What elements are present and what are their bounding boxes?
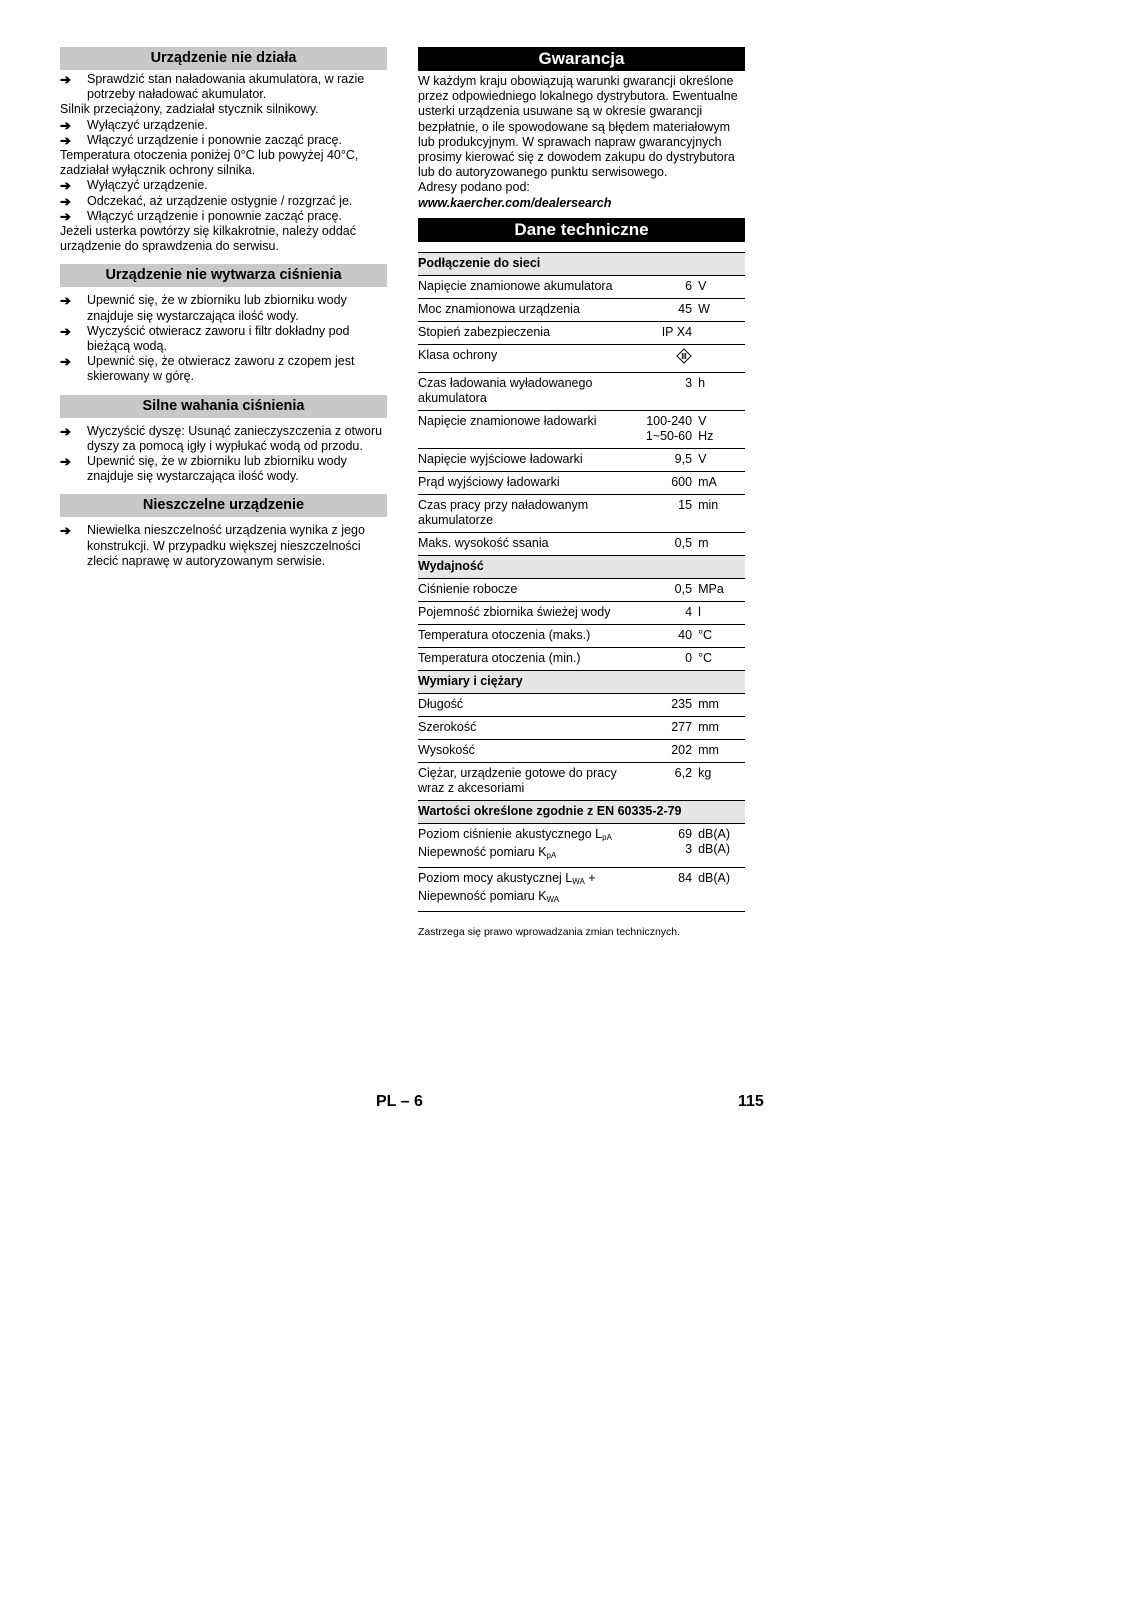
spec-unit [698, 578, 745, 601]
spec-unit-text: Hz [698, 428, 714, 443]
spec-value-text: 3 [685, 841, 693, 856]
spec-label-text: Temperatura otoczenia (maks.) [418, 627, 591, 642]
warranty-text: W każdym kraju obowiązują warunki gwarancji określone przez odpowiedniego lokalnego dystrybutora. Ewentualne usterki urządzenia usuwane są w okresie gwarancji bezpłatnie, o ile spowodowane są błędem materiałowym lub produkcyjnym. W sprawach napraw gwarancyjnych prosimy kierować się z dowodem zakupu do dystrybutora lub do autoryzowanego punktu serwisowego. [418, 74, 738, 180]
spec-value [630, 823, 698, 867]
page-number: 115 [738, 1093, 764, 1110]
spec-label-line [418, 628, 629, 643]
spec-label-line [418, 651, 629, 666]
instruction-text: Upewnić się, że w zbiorniku lub zbiorniku wody znajduje się wystarczająca ilość wody. [87, 293, 347, 323]
spec-value-text: 100-240 [646, 413, 693, 428]
spec-label-text: Moc znamionowa urządzenia [418, 301, 580, 316]
spec-value-text: 6,2 [674, 765, 693, 780]
arrow-right-icon: ➔ [60, 193, 71, 209]
spec-unit-text: min [698, 497, 719, 512]
spec-label [418, 275, 630, 298]
spec-value-text: 0,5 [674, 535, 693, 550]
spec-unit-text: dB(A) [698, 826, 731, 841]
spec-unit-text: V [698, 451, 707, 466]
spec-row [418, 372, 745, 410]
cause-text: Jeżeli usterka powtórzy się kilkakrotnie, należy oddać urządzenie do sprawdzenia do serwisu. [60, 224, 356, 254]
spec-value-text: 84 [678, 870, 693, 885]
spec-value-text: 202 [671, 742, 693, 757]
cause-text: Temperatura otoczenia poniżej 0°C lub powyżej 40°C, zadziałał wyłącznik ochrony silnika. [60, 148, 359, 178]
spec-value [630, 298, 698, 321]
spec-unit [698, 716, 745, 739]
warranty-tech-column [418, 47, 745, 938]
spec-row [418, 494, 745, 532]
spec-value-text: 6 [685, 278, 693, 293]
spec-label-line [418, 279, 629, 294]
spec-unit [698, 762, 745, 800]
spec-value-text: 600 [671, 474, 693, 489]
spec-value [630, 601, 698, 624]
spec-row [418, 471, 745, 494]
section-body [60, 287, 387, 394]
arrow-right-icon: ➔ [60, 523, 71, 539]
spec-row [418, 410, 745, 448]
spec-label [418, 739, 630, 762]
spec-label-subscript: pA [546, 850, 557, 860]
spec-label [418, 372, 630, 410]
spec-label [418, 471, 630, 494]
spec-value [630, 762, 698, 800]
spec-value [630, 344, 698, 372]
spec-unit-text: dB(A) [698, 870, 731, 885]
spec-unit [698, 693, 745, 716]
spec-value-text: 0,5 [674, 581, 693, 596]
spec-label-text: Czas pracy przy naładowanym akumulatorze [418, 497, 589, 527]
spec-row [418, 532, 745, 555]
spec-label [418, 344, 630, 372]
spec-unit [698, 867, 745, 911]
spec-label [418, 823, 630, 867]
spec-value [630, 410, 698, 448]
spec-label-line [418, 720, 629, 735]
spec-unit [698, 647, 745, 670]
spec-value [630, 716, 698, 739]
spec-label-text: Poziom ciśnienie akustycznego L [418, 826, 603, 841]
spec-label [418, 321, 630, 344]
instruction-text: Wyczyścić otwieracz zaworu i filtr dokładny pod bieżącą wodą. [87, 323, 350, 354]
spec-label-text: Ciężar, urządzenie gotowe do pracy wraz z akcesoriami [418, 765, 617, 795]
arrow-right-icon: ➔ [60, 117, 71, 133]
spec-value [630, 532, 698, 555]
spec-unit-text: mm [698, 719, 719, 734]
spec-label-text: Niepewność pomiaru K [418, 844, 547, 859]
instruction-text: Włączyć urządzenie i ponownie zacząć pracę. [87, 132, 342, 147]
spec-value [630, 321, 698, 344]
spec-unit [698, 624, 745, 647]
spec-value-text: 9,5 [674, 451, 693, 466]
instruction-step [60, 118, 387, 133]
spec-unit [698, 739, 745, 762]
arrow-right-icon: ➔ [60, 72, 71, 87]
arrow-right-icon: ➔ [60, 208, 71, 224]
spec-group-name: Wartości określone zgodnie z EN 60335-2-79 [418, 800, 745, 823]
spec-label-text: Ciśnienie robocze [418, 581, 518, 596]
page-language-number: PL – 6 [376, 1093, 423, 1110]
spec-unit [698, 448, 745, 471]
spec-label-text: Długość [418, 696, 464, 711]
spec-label-text: Prąd wyjściowy ładowarki [418, 474, 560, 489]
spec-row [418, 762, 745, 800]
spec-value [630, 494, 698, 532]
cause-text: Silnik przeciążony, zadziałał stycznik silnikowy. [60, 102, 319, 117]
instruction-step [60, 133, 387, 148]
spec-group-name: Podłączenie do sieci [418, 252, 745, 275]
arrow-right-icon: ➔ [60, 454, 71, 470]
spec-row [418, 321, 745, 344]
spec-unit [698, 410, 745, 448]
spec-label-text: Napięcie wyjściowe ładowarki [418, 451, 583, 466]
spec-unit-text: mm [698, 742, 719, 757]
spec-label [418, 578, 630, 601]
spec-label-line [418, 845, 629, 863]
spec-value-text: 4 [685, 604, 693, 619]
spec-value-text: 235 [671, 696, 693, 711]
spec-value-text: 0 [685, 650, 693, 665]
spec-group-row [418, 800, 745, 823]
spec-group-row [418, 670, 745, 693]
section-heading: Urządzenie nie wytwarza ciśnienia [60, 264, 387, 287]
spec-label-subscript: WA [546, 894, 560, 904]
spec-label-line [418, 697, 629, 712]
spec-label-text: Maks. wysokość ssania [418, 535, 549, 550]
spec-value-text: 1~50-60 [645, 428, 693, 443]
spec-label [418, 601, 630, 624]
spec-row [418, 693, 745, 716]
spec-value [630, 624, 698, 647]
instruction-text: Wyłączyć urządzenie. [87, 178, 208, 193]
spec-row [418, 624, 745, 647]
spec-unit-text: l [698, 604, 701, 619]
spec-unit-text: m [698, 535, 709, 550]
tech-data-heading: Dane techniczne [418, 218, 745, 242]
warranty-body [418, 71, 745, 218]
spec-value-text: 40 [678, 627, 693, 642]
section-body [60, 70, 387, 264]
spec-label [418, 762, 630, 800]
spec-label-line [418, 827, 629, 845]
spec-value [630, 448, 698, 471]
spec-unit-text: V [698, 278, 707, 293]
spec-label-subscript: pA [602, 832, 612, 842]
warranty-address-label: Adresy podano pod: [418, 180, 530, 195]
spec-label-text: Wysokość [418, 742, 475, 757]
instruction-step [60, 324, 387, 354]
warranty-heading: Gwarancja [418, 47, 745, 71]
spec-unit-text: V [698, 413, 707, 428]
spec-row [418, 716, 745, 739]
instruction-step [60, 424, 387, 454]
spec-unit [698, 275, 745, 298]
protection-class-iii-icon [676, 348, 692, 364]
spec-label-text: Stopień zabezpieczenia [418, 324, 551, 339]
instruction-text: Włączyć urządzenie i ponownie zacząć pracę. [87, 208, 342, 223]
spec-unit [698, 532, 745, 555]
spec-value-text: 45 [678, 301, 693, 316]
spec-label [418, 532, 630, 555]
spec-label [418, 693, 630, 716]
spec-unit-text: kg [698, 765, 712, 780]
spec-value [630, 647, 698, 670]
instruction-text: Sprawdzić stan naładowania akumulatora, w razie potrzeby naładować akumulator. [87, 72, 365, 102]
section-heading: Silne wahania ciśnienia [60, 395, 387, 418]
arrow-right-icon: ➔ [60, 132, 71, 148]
arrow-right-icon: ➔ [60, 178, 71, 194]
spec-value [630, 471, 698, 494]
spec-label-line [418, 452, 629, 467]
spec-label-line [418, 325, 629, 340]
instruction-step [60, 72, 387, 102]
arrow-right-icon: ➔ [60, 323, 71, 339]
spec-value [630, 867, 698, 911]
spec-label [418, 867, 630, 911]
spec-label-text: Szerokość [418, 719, 477, 734]
spec-unit-text: mA [698, 474, 717, 489]
technical-changes-note: Zastrzega się prawo wprowadzania zmian technicznych. [418, 925, 681, 938]
spec-label-line [418, 302, 629, 317]
spec-label-text: Czas ładowania wyładowanego akumulatora [418, 375, 593, 405]
spec-label [418, 448, 630, 471]
spec-row [418, 448, 745, 471]
troubleshooting-column [60, 47, 387, 579]
spec-unit-text: dB(A) [698, 841, 731, 856]
spec-label-text: Klasa ochrony [418, 347, 498, 362]
spec-group-row [418, 555, 745, 578]
instruction-step [60, 293, 387, 323]
spec-value-text: 3 [685, 375, 693, 390]
spec-label [418, 624, 630, 647]
spec-label-text: Napięcie znamionowe akumulatora [418, 278, 613, 293]
spec-label-line [418, 871, 629, 889]
instruction-step [60, 194, 387, 209]
spec-value-text: 69 [678, 826, 693, 841]
spec-unit [698, 344, 745, 372]
spec-row [418, 647, 745, 670]
spec-label-suffix: + [584, 870, 596, 885]
spec-label-line [418, 348, 629, 363]
spec-unit [698, 321, 745, 344]
spec-label-text: Napięcie znamionowe ładowarki [418, 413, 597, 428]
spec-unit [698, 298, 745, 321]
instruction-text: Wyczyścić dyszę: Usunąć zanieczyszczenia z otworu dyszy za pomocą igły i wypłukać wodą od przodu. [87, 423, 383, 453]
spec-label-text: Poziom mocy akustycznej L [418, 870, 573, 885]
spec-row [418, 739, 745, 762]
spec-label [418, 494, 630, 532]
section-heading: Nieszczelne urządzenie [60, 494, 387, 517]
arrow-right-icon: ➔ [60, 354, 71, 370]
instruction-text: Upewnić się, że otwieracz zaworu z czopem jest skierowany w górę. [87, 354, 355, 384]
spec-label-text: Temperatura otoczenia (min.) [418, 650, 581, 665]
section-body [60, 517, 387, 579]
spec-label-subscript: WA [572, 876, 585, 886]
spec-label [418, 410, 630, 448]
spec-label-line [418, 582, 629, 597]
instruction-text: Wyłączyć urządzenie. [87, 117, 208, 132]
spec-value [630, 578, 698, 601]
spec-unit [698, 494, 745, 532]
spec-row [418, 601, 745, 624]
instruction-step [60, 523, 387, 569]
spec-row [418, 867, 745, 911]
spec-unit-text: °C [698, 627, 713, 642]
spec-group-name: Wydajność [418, 555, 745, 578]
dealer-search-link[interactable]: www.kaercher.com/dealersearch [418, 195, 612, 210]
section-body [60, 418, 387, 495]
spec-label [418, 716, 630, 739]
arrow-right-icon: ➔ [60, 423, 71, 439]
section-heading: Urządzenie nie działa [60, 47, 387, 70]
spec-label-line [418, 889, 629, 907]
spec-group-name: Wymiary i ciężary [418, 670, 745, 693]
spec-label-line [418, 605, 629, 620]
spec-value [630, 739, 698, 762]
spec-unit-text: MPa [698, 581, 724, 596]
spec-label-line [418, 498, 629, 528]
instruction-step [60, 178, 387, 193]
spec-value [630, 275, 698, 298]
spec-unit-text: °C [698, 650, 713, 665]
spec-row [418, 823, 745, 867]
spec-label-line [418, 743, 629, 758]
arrow-right-icon: ➔ [60, 293, 71, 309]
spec-value [630, 693, 698, 716]
spec-label-line [418, 766, 629, 796]
spec-unit [698, 601, 745, 624]
spec-label-text: Niepewność pomiaru K [418, 888, 547, 903]
instruction-step [60, 454, 387, 484]
instruction-text: Odczekać, aż urządzenie ostygnie / rozgrzać je. [87, 193, 353, 208]
spec-row [418, 275, 745, 298]
instruction-text: Niewielka nieszczelność urządzenia wynika z jego konstrukcji. W przypadku większej nieszczelności zlecić naprawę w autoryzowanym serwisie. [87, 523, 365, 568]
spec-value-text: 15 [678, 497, 693, 512]
spec-label-line [418, 414, 629, 429]
spec-label [418, 647, 630, 670]
spec-label-line [418, 475, 629, 490]
spec-unit-text: h [698, 375, 706, 390]
tech-data-table [418, 252, 745, 912]
spec-value-text: IP X4 [661, 324, 693, 339]
instruction-text: Upewnić się, że w zbiorniku lub zbiorniku wody znajduje się wystarczająca ilość wody. [87, 454, 347, 484]
spec-group-row [418, 252, 745, 275]
spec-row [418, 578, 745, 601]
spec-label-text: Pojemność zbiornika świeżej wody [418, 604, 611, 619]
spec-unit [698, 823, 745, 867]
spec-value-text: 277 [671, 719, 693, 734]
spec-unit [698, 372, 745, 410]
spec-row [418, 344, 745, 372]
spec-label-line [418, 536, 629, 551]
spec-value [630, 372, 698, 410]
spec-label-line [418, 376, 629, 406]
instruction-step [60, 209, 387, 224]
spec-row [418, 298, 745, 321]
spec-unit [698, 471, 745, 494]
spec-unit-text: W [698, 301, 710, 316]
instruction-step [60, 354, 387, 384]
spec-label [418, 298, 630, 321]
spec-unit-text: mm [698, 696, 719, 711]
